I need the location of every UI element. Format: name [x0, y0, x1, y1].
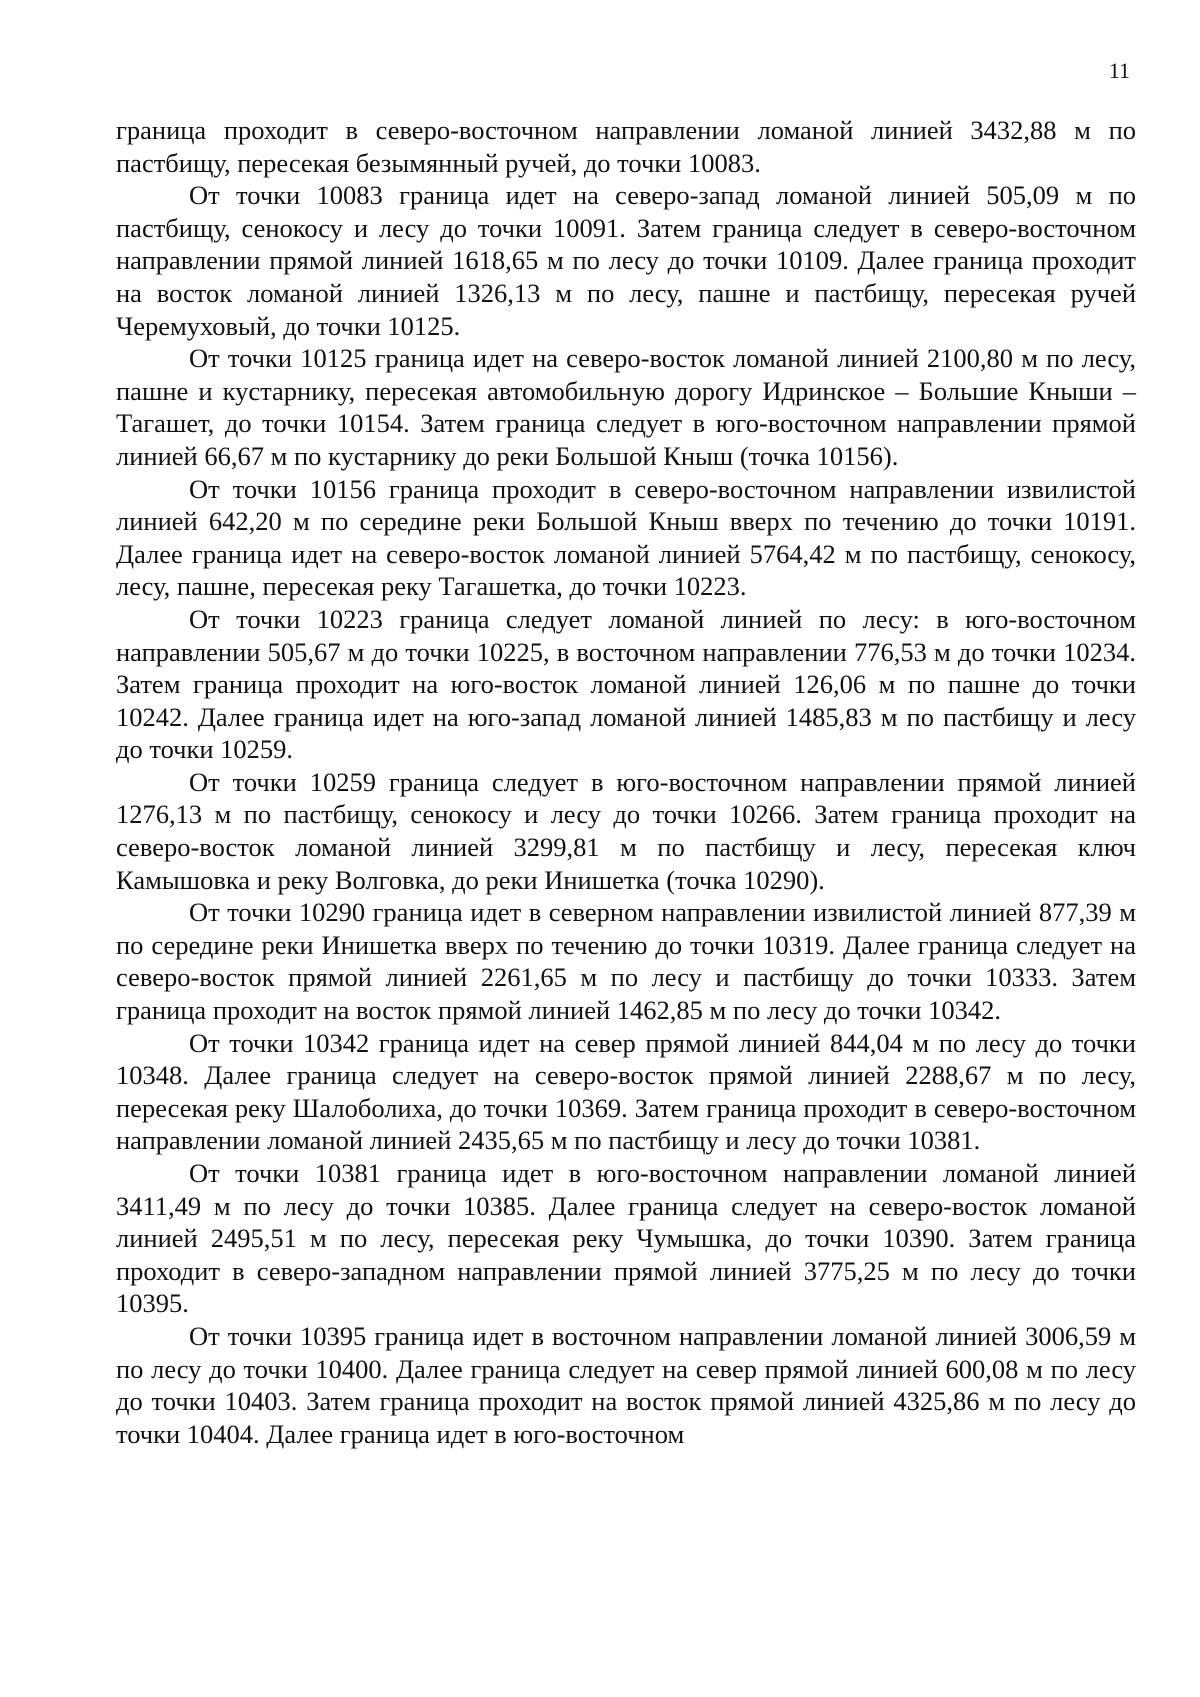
paragraph-4: От точки 10156 граница проходит в северо-восточном направлении извилистой линией 642,20 м по середине реки Большой Кныш вверх по течению до точки 10191. Далее граница идет на северо-восток ломаной линией 5764,42 м по пастбищу, сенокосу, лесу, пашне, пересекая реку Тагашетка, до точки 10223. [116, 473, 1136, 602]
paragraph-5: От точки 10223 граница следует ломаной линией по лесу: в юго-восточном направлении 505,67 м до точки 10225, в восточном направлении 776,53 м до точки 10234. Затем граница проходит на юго-восток ломаной линией 126,06 м по пашне до точки 10242. Далее граница идет на юго-запад ломаной линией 1485,83 м по пастбищу и лесу до точки 10259. [116, 603, 1136, 765]
paragraph-3: От точки 10125 граница идет на северо-восток ломаной линией 2100,80 м по лесу, пашне и кустарнику, пересекая автомобильную дорогу Идринское – Большие Кныши – Тагашет, до точки 10154. Затем граница следует в юго-восточном направлении прямой линией 66,67 м по кустарнику до реки Большой Кныш (точка 10156). [116, 343, 1136, 471]
paragraph-6: От точки 10259 граница следует в юго-восточном направлении прямой линией 1276,13 м по пастбищу, сенокосу и лесу до точки 10266. Затем граница проходит на северо-восток ломаной линией 3299,81 м по пастбищу и лесу, пересекая ключ Камышовка и реку Волговка, до реки Инишетка (точка 10290). [116, 766, 1136, 895]
document-body [116, 114, 1136, 1450]
paragraph-7: От точки 10290 граница идет в северном направлении извилистой линией 877,39 м по середине реки Инишетка вверх по течению до точки 10319. Далее граница следует на северо-восток прямой линией 2261,65 м по лесу и пастбищу до точки 10333. Затем граница проходит на восток прямой линией 1462,85 м по лесу до точки 10342. [116, 897, 1136, 1026]
page-number: 11 [1108, 58, 1130, 83]
paragraph-10: От точки 10395 граница идет в восточном направлении ломаной линией 3006,59 м по лесу до точки 10400. Далее граница следует на север прямой линией 600,08 м по лесу до точки 10403. Затем граница проходит на восток прямой линией 4325,86 м по лесу до точки 10404. Далее граница идет в юго-восточном [116, 1320, 1136, 1449]
paragraph-2: От точки 10083 граница идет на северо-запад ломаной линией 505,09 м по пастбищу, сенокосу и лесу до точки 10091. Затем граница следует в северо-восточном направлении прямой линией 1618,65 м по лесу до точки 10109. Далее граница проходит на восток ломаной линией 1326,13 м по лесу, пашне и пастбищу, пересекая ручей Черемуховый, до точки 10125. [116, 180, 1136, 341]
paragraph-8: От точки 10342 граница идет на север прямой линией 844,04 м по лесу до точки 10348. Далее граница следует на северо-восток прямой линией 2288,67 м по лесу, пересекая реку Шалоболиха, до точки 10369. Затем граница проходит в северо-восточном направлении ломаной линией 2435,65 м по пастбищу и лесу до точки 10381. [116, 1027, 1136, 1156]
paragraph-9: От точки 10381 граница идет в юго-восточном направлении ломаной линией 3411,49 м по лесу до точки 10385. Далее граница следует на северо-восток ломаной линией 2495,51 м по лесу, пересекая реку Чумышка, до точки 10390. Затем граница проходит в северо-западном направлении прямой линией 3775,25 м по лесу до точки 10395. [116, 1158, 1136, 1319]
paragraph-1: граница проходит в северо-восточном направлении ломаной линией 3432,88 м по пастбищу, пересекая безымянный ручей, до точки 10083. [116, 115, 1136, 178]
